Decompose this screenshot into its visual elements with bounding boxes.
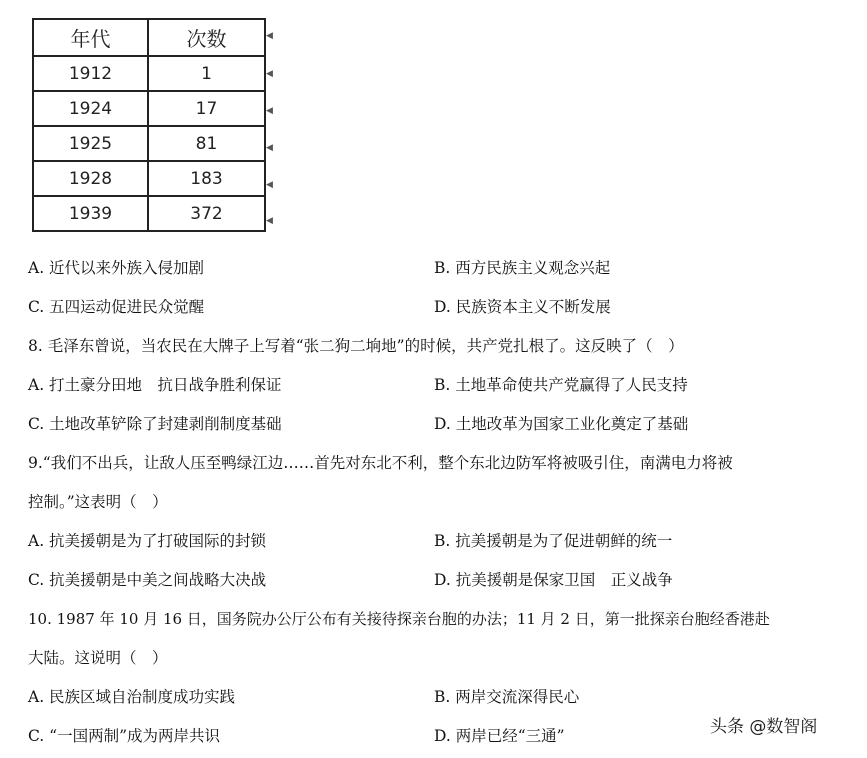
table-row: [33, 161, 265, 196]
q10-option-c: C. “一国两制”成为两岸共识: [28, 727, 221, 745]
header-cell-count: 次数: [148, 19, 265, 56]
q9-stem-line2: 控制。”这表明（ ）: [28, 493, 168, 511]
row-marker-icon: ◀: [266, 180, 273, 190]
cell-count: 1: [148, 56, 265, 91]
cell-year: 1924: [33, 91, 148, 126]
q9-option-d: D. 抗美援朝是保家卫国 正义战争: [434, 571, 673, 589]
cell-count: 81: [148, 126, 265, 161]
data-table: [32, 18, 266, 232]
q8-option-d: D. 土地改革为国家工业化奠定了基础: [434, 415, 689, 433]
cell-year: 1928: [33, 161, 148, 196]
row-marker-icon: ◀: [266, 69, 273, 79]
watermark: 头条 @数智阁: [710, 717, 818, 737]
cell-year: 1939: [33, 196, 148, 231]
cell-count: 17: [148, 91, 265, 126]
q7-option-a: A. 近代以来外族入侵加剧: [28, 259, 205, 277]
q8-option-b: B. 土地革命使共产党赢得了人民支持: [434, 376, 688, 394]
cell-count: 183: [148, 161, 265, 196]
cell-year: 1912: [33, 56, 148, 91]
q7-option-c: C. 五四运动促进民众觉醒: [28, 298, 205, 316]
q9-option-b: B. 抗美援朝是为了促进朝鲜的统一: [434, 532, 673, 550]
q10-stem-line2: 大陆。这说明（ ）: [28, 649, 168, 667]
q8-option-a: A. 打土豪分田地 抗日战争胜利保证: [28, 376, 282, 394]
q10-option-d: D. 两岸已经“三通”: [434, 727, 565, 745]
row-marker-icon: ◀: [266, 31, 273, 41]
row-marker-icon: ◀: [266, 216, 273, 226]
q9-option-a: A. 抗美援朝是为了打破国际的封锁: [28, 532, 267, 550]
q10-option-b: B. 两岸交流深得民心: [434, 688, 580, 706]
row-marker-icon: ◀: [266, 143, 273, 153]
header-cell-year: 年代: [33, 19, 148, 56]
table-row: [33, 196, 265, 231]
table-row: [33, 91, 265, 126]
q7-option-d: D. 民族资本主义不断发展: [434, 298, 611, 316]
table-header-row: [33, 19, 265, 56]
q9-option-c: C. 抗美援朝是中美之间战略大决战: [28, 571, 267, 589]
q7-option-b: B. 西方民族主义观念兴起: [434, 259, 611, 277]
table-row: [33, 56, 265, 91]
q10-option-a: A. 民族区域自治制度成功实践: [28, 688, 236, 706]
cell-year: 1925: [33, 126, 148, 161]
row-marker-icon: ◀: [266, 106, 273, 116]
q8-stem: 8. 毛泽东曾说，当农民在大牌子上写着“张二狗二垧地”的时候，共产党扎根了。这反映了（ ）: [28, 337, 684, 355]
q9-stem-line1: 9.“我们不出兵，让敌人压至鸭绿江边……首先对东北不利，整个东北边防军将被吸引住，南满电力将被: [28, 454, 733, 472]
cell-count: 372: [148, 196, 265, 231]
table-row: [33, 126, 265, 161]
q10-stem-line1: 10. 1987 年 10 月 16 日，国务院办公厅公布有关接待探亲台胞的办法；11 月 2 日，第一批探亲台胞经香港赴: [28, 610, 770, 628]
q8-option-c: C. 土地改革铲除了封建剥削制度基础: [28, 415, 282, 433]
